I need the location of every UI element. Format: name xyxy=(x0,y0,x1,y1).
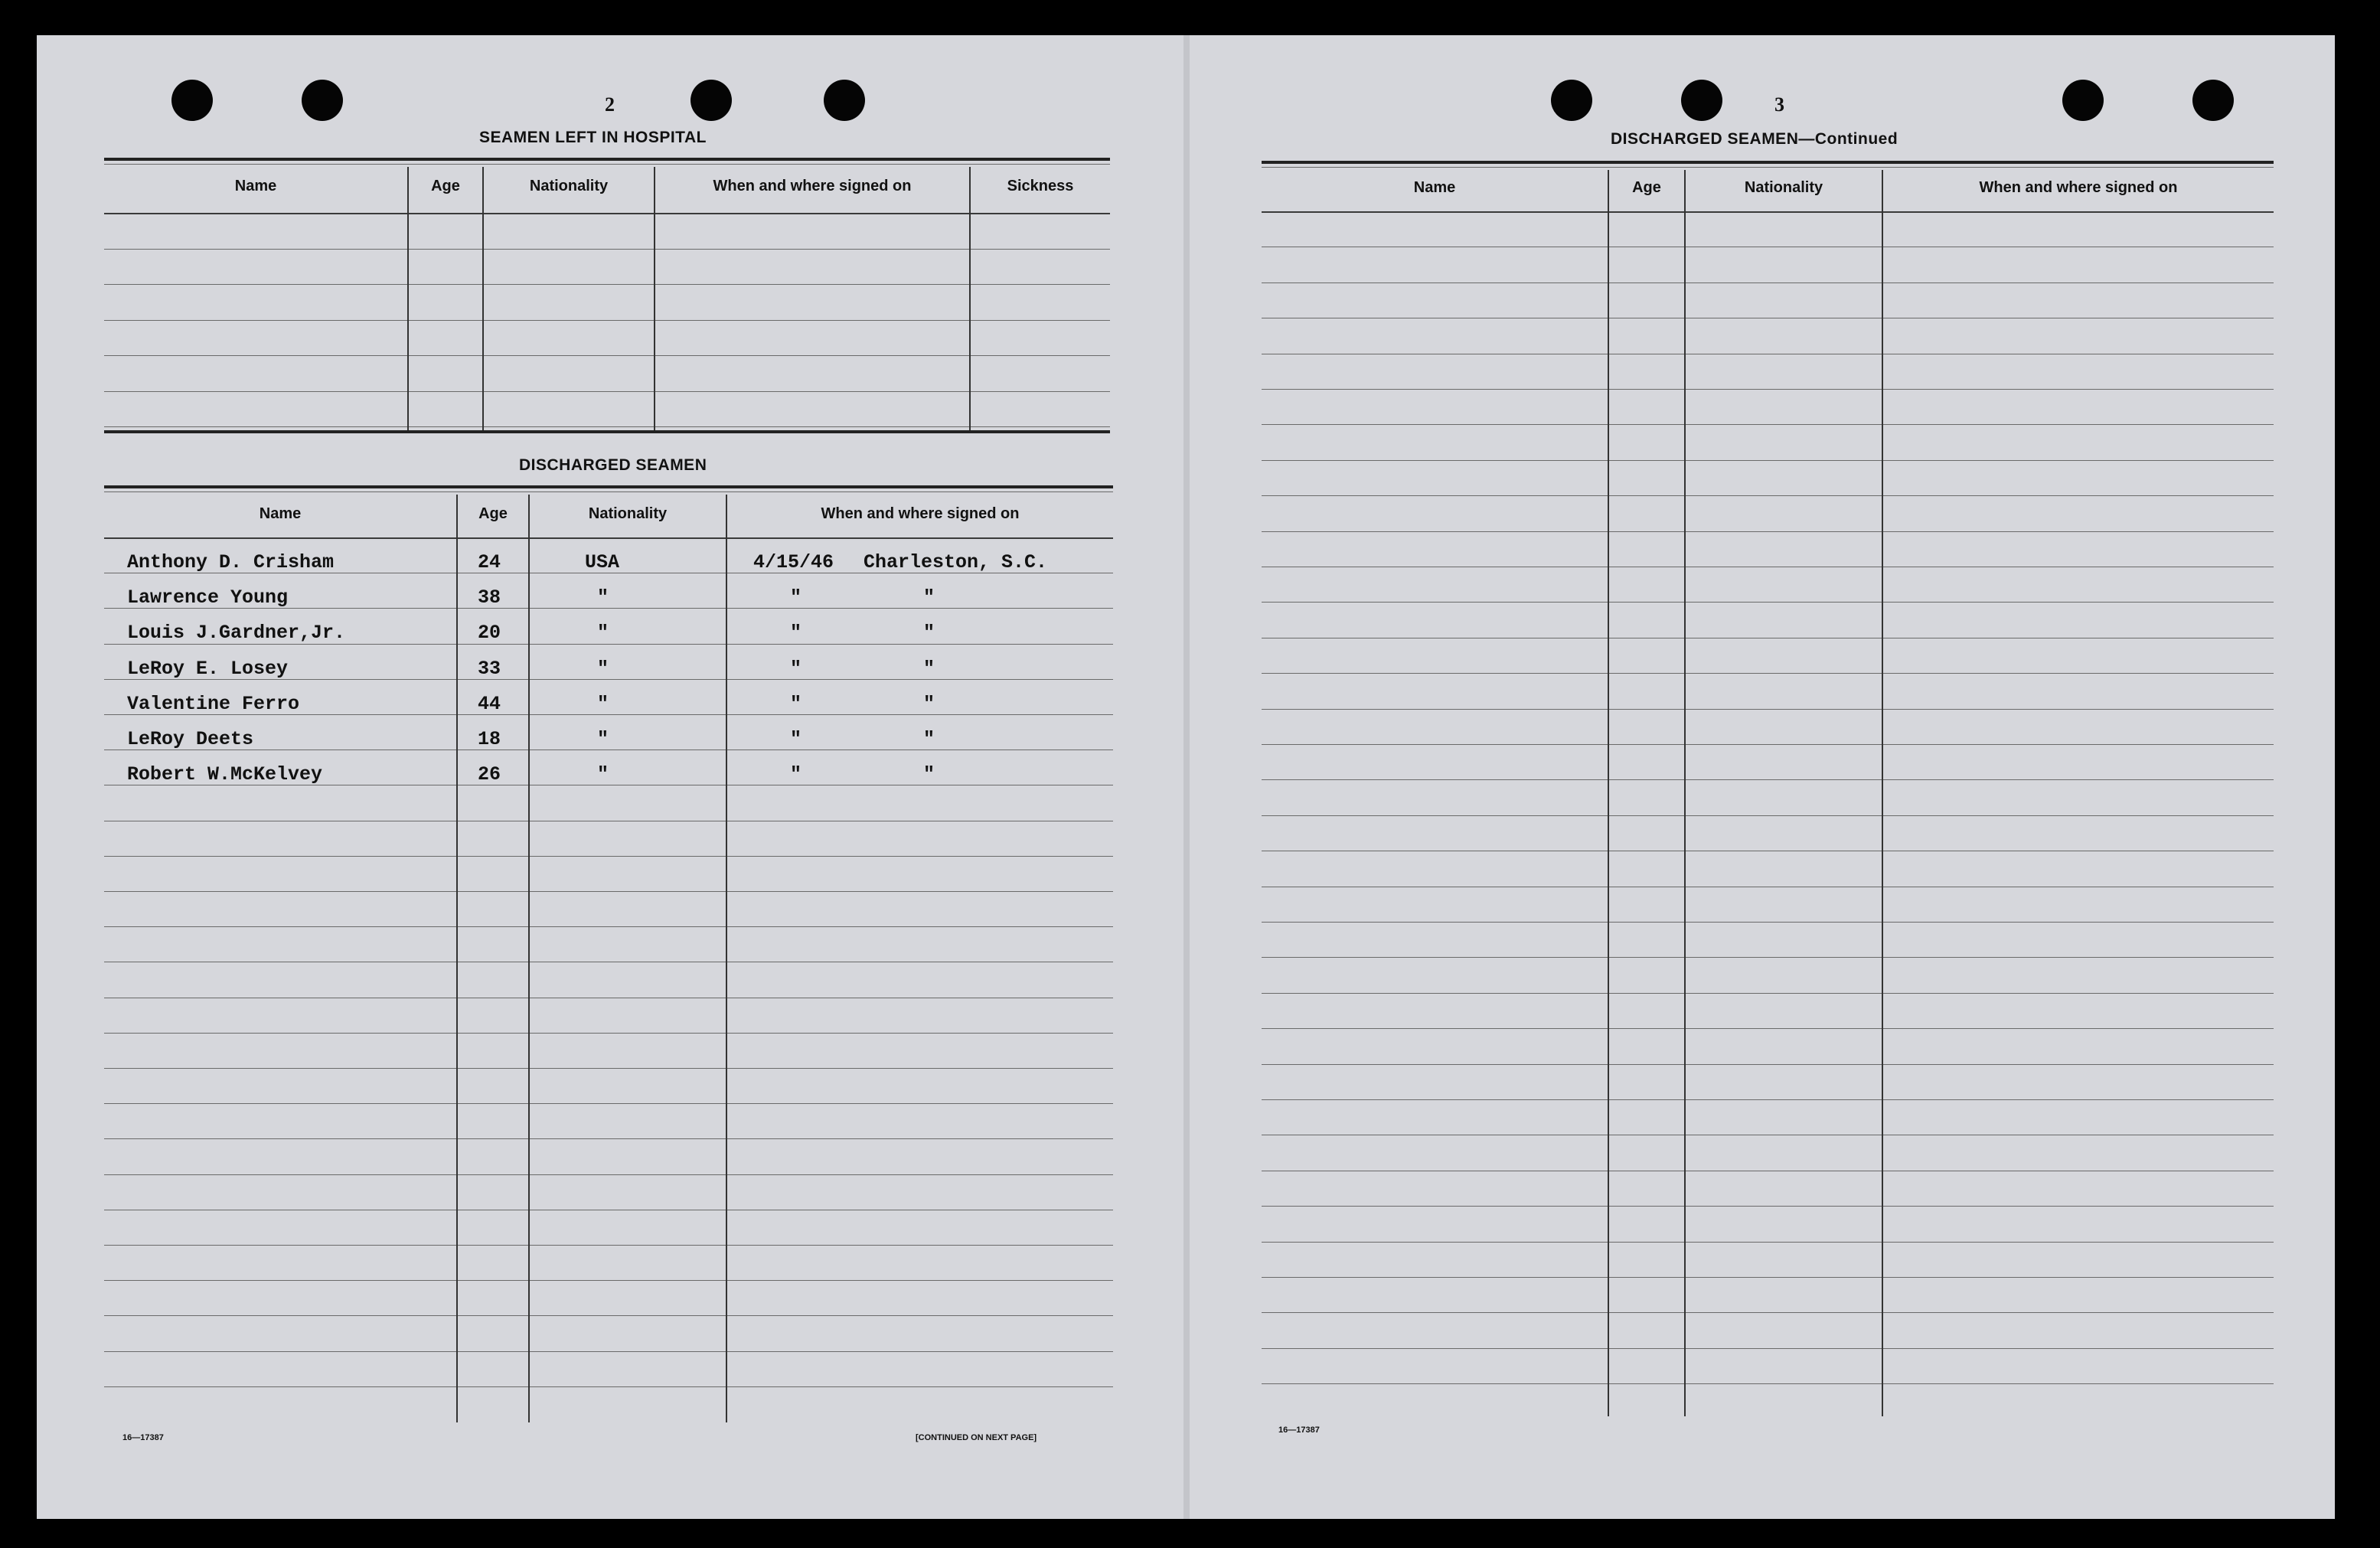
row-rule xyxy=(104,926,1113,927)
row-rule xyxy=(1262,779,2274,780)
signed-on-place: " xyxy=(923,693,935,715)
signed-on-date: " xyxy=(790,586,802,609)
column-header: Name xyxy=(259,505,302,522)
row-rule xyxy=(1262,1099,2274,1100)
row-rule xyxy=(104,1033,1113,1034)
page-number-right: 3 xyxy=(1774,93,1784,116)
row-rule xyxy=(104,1280,1113,1281)
column-header: Age xyxy=(478,505,508,522)
table-rule xyxy=(104,430,1110,433)
row-rule xyxy=(104,644,1113,645)
row-rule xyxy=(104,391,1110,392)
punch-hole xyxy=(2062,80,2104,121)
row-rule xyxy=(104,1174,1113,1175)
punch-hole xyxy=(1551,80,1592,121)
row-rule xyxy=(1262,993,2274,994)
seaman-name: LeRoy E. Losey xyxy=(127,658,289,680)
row-rule xyxy=(104,320,1110,321)
column-header: Nationality xyxy=(588,505,668,522)
row-rule xyxy=(1262,673,2274,674)
row-rule xyxy=(1262,744,2274,745)
row-rule xyxy=(1262,1312,2274,1313)
column-header: Name xyxy=(234,178,277,194)
column-header: When and where signed on xyxy=(1979,179,2178,196)
signed-on-place: " xyxy=(923,763,935,785)
row-rule xyxy=(1262,922,2274,923)
hospital-section-title: SEAMEN LEFT IN HOSPITAL xyxy=(479,129,707,146)
punch-hole xyxy=(302,80,343,121)
row-rule xyxy=(104,891,1113,892)
table-rule xyxy=(104,537,1113,539)
seaman-age: 44 xyxy=(478,693,501,715)
punch-hole xyxy=(1681,80,1722,121)
signed-on-date: " xyxy=(790,763,802,785)
column-rule xyxy=(726,495,727,1422)
seaman-age: 33 xyxy=(478,658,501,680)
seaman-age: 18 xyxy=(478,728,501,750)
row-rule xyxy=(1262,1383,2274,1384)
column-header: Name xyxy=(1413,179,1456,196)
signed-on-date: " xyxy=(790,693,802,715)
table-rule xyxy=(104,213,1110,214)
table-rule xyxy=(104,164,1110,165)
seaman-age: 20 xyxy=(478,622,501,644)
column-header: Sickness xyxy=(1007,178,1074,194)
discharged-continued-title: DISCHARGED SEAMEN—Continued xyxy=(1611,130,1898,148)
seaman-nationality: USA xyxy=(585,551,620,573)
form-number-left: 16—17387 xyxy=(122,1433,164,1442)
column-header: When and where signed on xyxy=(713,178,912,194)
column-rule xyxy=(1608,170,1609,1416)
row-rule xyxy=(1262,389,2274,390)
table-rule xyxy=(104,485,1113,488)
row-rule xyxy=(104,1068,1113,1069)
column-rule xyxy=(654,167,655,433)
row-rule xyxy=(1262,495,2274,496)
column-header: Nationality xyxy=(1744,179,1823,196)
row-rule xyxy=(104,249,1110,250)
column-header: Age xyxy=(431,178,460,194)
signed-on-place: " xyxy=(923,658,935,680)
column-rule xyxy=(528,495,530,1422)
punch-hole xyxy=(2192,80,2234,121)
table-rule xyxy=(1262,167,2274,168)
row-rule xyxy=(104,1315,1113,1316)
row-rule xyxy=(1262,1348,2274,1349)
table-rule xyxy=(1262,161,2274,164)
seaman-age: 26 xyxy=(478,763,501,785)
row-rule xyxy=(1262,1242,2274,1243)
column-rule xyxy=(456,495,458,1422)
row-rule xyxy=(1262,424,2274,425)
seaman-nationality: " xyxy=(597,763,609,785)
seaman-name: LeRoy Deets xyxy=(127,728,254,750)
seaman-name: Robert W.McKelvey xyxy=(127,763,323,785)
seaman-name: Louis J.Gardner,Jr. xyxy=(127,622,346,644)
column-rule xyxy=(1684,170,1686,1416)
row-rule xyxy=(1262,531,2274,532)
seaman-age: 38 xyxy=(478,586,501,609)
row-rule xyxy=(1262,815,2274,816)
seaman-nationality: " xyxy=(597,586,609,609)
seaman-age: 24 xyxy=(478,551,501,573)
row-rule xyxy=(104,1245,1113,1246)
discharged-section-title: DISCHARGED SEAMEN xyxy=(519,456,707,474)
seaman-name: Anthony D. Crisham xyxy=(127,551,335,573)
row-rule xyxy=(1262,709,2274,710)
table-rule xyxy=(1262,211,2274,213)
row-rule xyxy=(104,284,1110,285)
row-rule xyxy=(104,355,1110,356)
punch-hole xyxy=(690,80,732,121)
signed-on-place: " xyxy=(923,586,935,609)
punch-hole xyxy=(171,80,213,121)
page-fold xyxy=(1183,35,1190,1519)
column-rule xyxy=(1882,170,1883,1416)
signed-on-date: " xyxy=(790,658,802,680)
signed-on-place: " xyxy=(923,728,935,750)
seaman-name: Lawrence Young xyxy=(127,586,289,609)
column-header: When and where signed on xyxy=(821,505,1020,522)
row-rule xyxy=(1262,1206,2274,1207)
signed-on-date: " xyxy=(790,728,802,750)
row-rule xyxy=(104,426,1110,427)
signed-on-date: 4/15/46 xyxy=(753,551,834,573)
punch-hole xyxy=(824,80,865,121)
row-rule xyxy=(104,856,1113,857)
continued-note: [CONTINUED ON NEXT PAGE] xyxy=(916,1433,1037,1442)
row-rule xyxy=(104,1138,1113,1139)
row-rule xyxy=(1262,957,2274,958)
row-rule xyxy=(1262,602,2274,603)
row-rule xyxy=(1262,1028,2274,1029)
row-rule xyxy=(104,1351,1113,1352)
seaman-nationality: " xyxy=(597,728,609,750)
seaman-name: Valentine Ferro xyxy=(127,693,300,715)
signed-on-place: " xyxy=(923,622,935,644)
row-rule xyxy=(1262,282,2274,283)
seaman-nationality: " xyxy=(597,693,609,715)
column-header: Age xyxy=(1632,179,1661,196)
column-header: Nationality xyxy=(529,178,609,194)
column-rule xyxy=(969,167,971,433)
form-number-right: 16—17387 xyxy=(1278,1426,1320,1435)
seaman-nationality: " xyxy=(597,658,609,680)
row-rule xyxy=(1262,1277,2274,1278)
table-rule xyxy=(104,158,1110,161)
column-rule xyxy=(407,167,409,433)
column-rule xyxy=(482,167,484,433)
row-rule xyxy=(1262,460,2274,461)
page-number-left: 2 xyxy=(605,93,615,116)
seaman-nationality: " xyxy=(597,622,609,644)
row-rule xyxy=(1262,1064,2274,1065)
row-rule xyxy=(104,1386,1113,1387)
signed-on-place: Charleston, S.C. xyxy=(864,551,1048,573)
row-rule xyxy=(104,1103,1113,1104)
signed-on-date: " xyxy=(790,622,802,644)
